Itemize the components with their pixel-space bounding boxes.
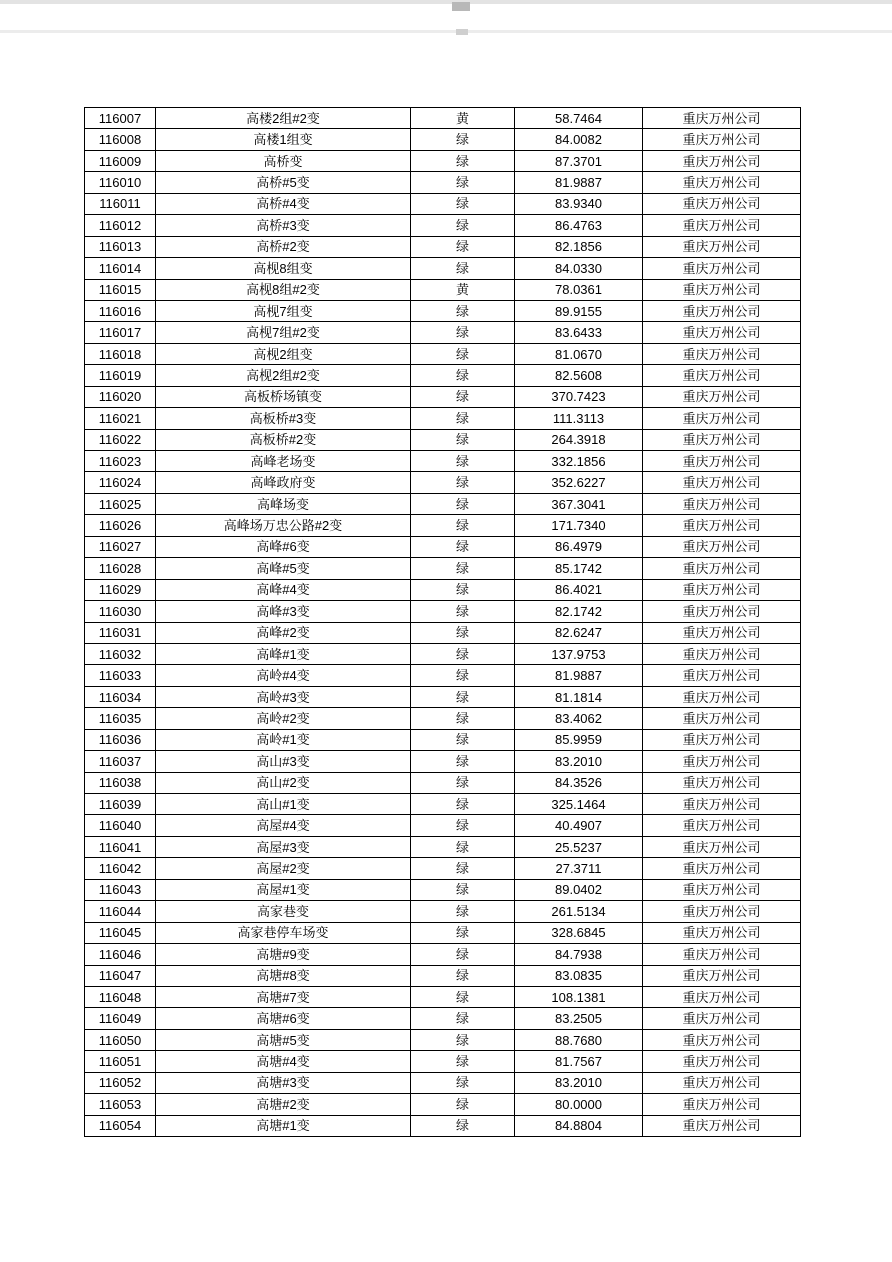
table-row xyxy=(85,686,801,707)
table-row xyxy=(85,472,801,493)
cell-company: 重庆万州公司 xyxy=(643,108,801,129)
cell-company: 重庆万州公司 xyxy=(643,1072,801,1093)
cell-value: 83.6433 xyxy=(515,322,643,343)
cell-status: 黄 xyxy=(411,279,515,300)
cell-id: 116051 xyxy=(85,1051,156,1072)
table-row xyxy=(85,215,801,236)
cell-value: 80.0000 xyxy=(515,1094,643,1115)
cell-name: 高岭#1变 xyxy=(156,729,411,750)
cell-status: 绿 xyxy=(411,258,515,279)
cell-name: 高塘#9变 xyxy=(156,944,411,965)
cell-status: 绿 xyxy=(411,772,515,793)
cell-id: 116021 xyxy=(85,408,156,429)
cell-id: 116007 xyxy=(85,108,156,129)
table-row xyxy=(85,751,801,772)
cell-name: 高板桥场镇变 xyxy=(156,386,411,407)
cell-company: 重庆万州公司 xyxy=(643,729,801,750)
cell-company: 重庆万州公司 xyxy=(643,579,801,600)
cell-name: 高屋#1变 xyxy=(156,879,411,900)
cell-name: 高峰#1变 xyxy=(156,643,411,664)
cell-value: 137.9753 xyxy=(515,643,643,664)
cell-name: 高峰老场变 xyxy=(156,451,411,472)
cell-status: 绿 xyxy=(411,815,515,836)
cell-company: 重庆万州公司 xyxy=(643,1051,801,1072)
cell-status: 绿 xyxy=(411,472,515,493)
cell-status: 绿 xyxy=(411,708,515,729)
cell-name: 高岭#4变 xyxy=(156,665,411,686)
cell-name: 高山#3变 xyxy=(156,751,411,772)
cell-id: 116019 xyxy=(85,365,156,386)
cell-name: 高峰场变 xyxy=(156,493,411,514)
cell-company: 重庆万州公司 xyxy=(643,279,801,300)
table-row xyxy=(85,536,801,557)
cell-id: 116023 xyxy=(85,451,156,472)
table-row xyxy=(85,901,801,922)
cell-value: 25.5237 xyxy=(515,836,643,857)
cell-status: 绿 xyxy=(411,1115,515,1136)
cell-status: 绿 xyxy=(411,858,515,879)
cell-value: 84.0330 xyxy=(515,258,643,279)
cell-value: 81.1814 xyxy=(515,686,643,707)
cell-company: 重庆万州公司 xyxy=(643,922,801,943)
cell-id: 116012 xyxy=(85,215,156,236)
cell-company: 重庆万州公司 xyxy=(643,215,801,236)
table-row xyxy=(85,322,801,343)
cell-company: 重庆万州公司 xyxy=(643,879,801,900)
table-row xyxy=(85,772,801,793)
cell-status: 绿 xyxy=(411,622,515,643)
cell-company: 重庆万州公司 xyxy=(643,622,801,643)
cell-company: 重庆万州公司 xyxy=(643,429,801,450)
cell-id: 116016 xyxy=(85,300,156,321)
cell-status: 绿 xyxy=(411,986,515,1007)
cell-id: 116033 xyxy=(85,665,156,686)
cell-company: 重庆万州公司 xyxy=(643,150,801,171)
cell-name: 高板桥#3变 xyxy=(156,408,411,429)
cell-value: 86.4021 xyxy=(515,579,643,600)
table-row xyxy=(85,236,801,257)
cell-company: 重庆万州公司 xyxy=(643,944,801,965)
table-row xyxy=(85,836,801,857)
cell-name: 高塘#3变 xyxy=(156,1072,411,1093)
cell-name: 高楼1组变 xyxy=(156,129,411,150)
cell-company: 重庆万州公司 xyxy=(643,258,801,279)
cell-name: 高峰#4变 xyxy=(156,579,411,600)
table-row xyxy=(85,1115,801,1136)
cell-name: 高塘#6变 xyxy=(156,1008,411,1029)
table-row xyxy=(85,579,801,600)
cell-status: 绿 xyxy=(411,193,515,214)
cell-status: 绿 xyxy=(411,172,515,193)
cell-value: 328.6845 xyxy=(515,922,643,943)
cell-id: 116022 xyxy=(85,429,156,450)
cell-name: 高塘#1变 xyxy=(156,1115,411,1136)
cell-id: 116041 xyxy=(85,836,156,857)
cell-name: 高塘#4变 xyxy=(156,1051,411,1072)
cell-company: 重庆万州公司 xyxy=(643,901,801,922)
table-row xyxy=(85,1051,801,1072)
cell-name: 高塘#2变 xyxy=(156,1094,411,1115)
page-edge-artifact-second xyxy=(0,30,892,33)
cell-status: 绿 xyxy=(411,386,515,407)
cell-value: 261.5134 xyxy=(515,901,643,922)
table-row xyxy=(85,922,801,943)
cell-status: 绿 xyxy=(411,1094,515,1115)
cell-value: 84.3526 xyxy=(515,772,643,793)
table-row xyxy=(85,601,801,622)
cell-value: 85.9959 xyxy=(515,729,643,750)
table-body xyxy=(85,108,801,1137)
table-row xyxy=(85,343,801,364)
cell-status: 绿 xyxy=(411,601,515,622)
cell-name: 高屋#4变 xyxy=(156,815,411,836)
cell-value: 89.0402 xyxy=(515,879,643,900)
cell-value: 82.1856 xyxy=(515,236,643,257)
cell-name: 高峰#3变 xyxy=(156,601,411,622)
cell-id: 116013 xyxy=(85,236,156,257)
cell-id: 116054 xyxy=(85,1115,156,1136)
cell-name: 高岭#3变 xyxy=(156,686,411,707)
table-row xyxy=(85,1072,801,1093)
cell-name: 高楼2组#2变 xyxy=(156,108,411,129)
cell-value: 108.1381 xyxy=(515,986,643,1007)
table-row xyxy=(85,1029,801,1050)
cell-id: 116050 xyxy=(85,1029,156,1050)
cell-company: 重庆万州公司 xyxy=(643,986,801,1007)
cell-value: 40.4907 xyxy=(515,815,643,836)
cell-id: 116015 xyxy=(85,279,156,300)
cell-company: 重庆万州公司 xyxy=(643,451,801,472)
cell-id: 116027 xyxy=(85,536,156,557)
cell-value: 85.1742 xyxy=(515,558,643,579)
table-row xyxy=(85,300,801,321)
table-row xyxy=(85,515,801,536)
cell-company: 重庆万州公司 xyxy=(643,408,801,429)
cell-status: 绿 xyxy=(411,150,515,171)
table-row xyxy=(85,386,801,407)
cell-company: 重庆万州公司 xyxy=(643,515,801,536)
cell-name: 高家巷变 xyxy=(156,901,411,922)
cell-id: 116009 xyxy=(85,150,156,171)
cell-name: 高峰场万忠公路#2变 xyxy=(156,515,411,536)
cell-value: 83.9340 xyxy=(515,193,643,214)
cell-id: 116018 xyxy=(85,343,156,364)
table-row xyxy=(85,558,801,579)
cell-value: 83.0835 xyxy=(515,965,643,986)
cell-name: 高桥#2变 xyxy=(156,236,411,257)
cell-name: 高山#1变 xyxy=(156,794,411,815)
cell-company: 重庆万州公司 xyxy=(643,665,801,686)
cell-value: 81.9887 xyxy=(515,665,643,686)
cell-company: 重庆万州公司 xyxy=(643,815,801,836)
cell-value: 111.3113 xyxy=(515,408,643,429)
cell-id: 116024 xyxy=(85,472,156,493)
cell-company: 重庆万州公司 xyxy=(643,1008,801,1029)
cell-status: 绿 xyxy=(411,322,515,343)
cell-company: 重庆万州公司 xyxy=(643,558,801,579)
cell-id: 116034 xyxy=(85,686,156,707)
cell-company: 重庆万州公司 xyxy=(643,751,801,772)
cell-name: 高枧7组变 xyxy=(156,300,411,321)
cell-value: 81.9887 xyxy=(515,172,643,193)
table-row xyxy=(85,279,801,300)
cell-name: 高塘#8变 xyxy=(156,965,411,986)
cell-value: 87.3701 xyxy=(515,150,643,171)
cell-value: 86.4763 xyxy=(515,215,643,236)
cell-company: 重庆万州公司 xyxy=(643,643,801,664)
cell-value: 84.8804 xyxy=(515,1115,643,1136)
table-row xyxy=(85,965,801,986)
cell-name: 高枧2组#2变 xyxy=(156,365,411,386)
table-row xyxy=(85,150,801,171)
table-row xyxy=(85,129,801,150)
cell-status: 绿 xyxy=(411,1051,515,1072)
cell-id: 116047 xyxy=(85,965,156,986)
cell-name: 高枧8组变 xyxy=(156,258,411,279)
table-row xyxy=(85,193,801,214)
cell-id: 116011 xyxy=(85,193,156,214)
cell-value: 86.4979 xyxy=(515,536,643,557)
cell-status: 绿 xyxy=(411,665,515,686)
table-row xyxy=(85,858,801,879)
cell-status: 绿 xyxy=(411,365,515,386)
table-row xyxy=(85,729,801,750)
cell-company: 重庆万州公司 xyxy=(643,536,801,557)
cell-name: 高枧7组#2变 xyxy=(156,322,411,343)
cell-id: 116053 xyxy=(85,1094,156,1115)
cell-id: 116020 xyxy=(85,386,156,407)
page-edge-artifact-top xyxy=(0,0,892,4)
cell-company: 重庆万州公司 xyxy=(643,172,801,193)
cell-company: 重庆万州公司 xyxy=(643,343,801,364)
cell-name: 高桥#4变 xyxy=(156,193,411,214)
cell-company: 重庆万州公司 xyxy=(643,493,801,514)
cell-status: 绿 xyxy=(411,643,515,664)
table-row xyxy=(85,1008,801,1029)
cell-name: 高山#2变 xyxy=(156,772,411,793)
cell-status: 绿 xyxy=(411,493,515,514)
cell-value: 88.7680 xyxy=(515,1029,643,1050)
cell-value: 82.1742 xyxy=(515,601,643,622)
cell-company: 重庆万州公司 xyxy=(643,300,801,321)
cell-status: 绿 xyxy=(411,536,515,557)
cell-name: 高峰#5变 xyxy=(156,558,411,579)
cell-value: 332.1856 xyxy=(515,451,643,472)
cell-id: 116045 xyxy=(85,922,156,943)
table-row xyxy=(85,815,801,836)
cell-status: 绿 xyxy=(411,922,515,943)
cell-name: 高岭#2变 xyxy=(156,708,411,729)
cell-status: 绿 xyxy=(411,429,515,450)
cell-status: 绿 xyxy=(411,236,515,257)
cell-status: 绿 xyxy=(411,408,515,429)
cell-status: 绿 xyxy=(411,1029,515,1050)
cell-value: 83.4062 xyxy=(515,708,643,729)
station-load-table xyxy=(84,107,801,1137)
cell-id: 116028 xyxy=(85,558,156,579)
cell-status: 绿 xyxy=(411,751,515,772)
cell-status: 绿 xyxy=(411,215,515,236)
cell-status: 绿 xyxy=(411,965,515,986)
cell-status: 绿 xyxy=(411,901,515,922)
cell-status: 绿 xyxy=(411,129,515,150)
cell-id: 116025 xyxy=(85,493,156,514)
cell-company: 重庆万州公司 xyxy=(643,472,801,493)
cell-id: 116017 xyxy=(85,322,156,343)
cell-id: 116043 xyxy=(85,879,156,900)
cell-name: 高枧8组#2变 xyxy=(156,279,411,300)
cell-id: 116049 xyxy=(85,1008,156,1029)
cell-company: 重庆万州公司 xyxy=(643,1094,801,1115)
cell-status: 绿 xyxy=(411,1008,515,1029)
cell-company: 重庆万州公司 xyxy=(643,772,801,793)
cell-id: 116044 xyxy=(85,901,156,922)
cell-status: 绿 xyxy=(411,343,515,364)
cell-value: 81.0670 xyxy=(515,343,643,364)
cell-value: 81.7567 xyxy=(515,1051,643,1072)
table-row xyxy=(85,108,801,129)
cell-status: 绿 xyxy=(411,451,515,472)
cell-id: 116036 xyxy=(85,729,156,750)
cell-value: 352.6227 xyxy=(515,472,643,493)
cell-company: 重庆万州公司 xyxy=(643,858,801,879)
page-edge-artifact-chip-1 xyxy=(452,2,470,11)
cell-status: 绿 xyxy=(411,729,515,750)
cell-company: 重庆万州公司 xyxy=(643,965,801,986)
table-row xyxy=(85,643,801,664)
cell-name: 高峰政府变 xyxy=(156,472,411,493)
cell-company: 重庆万州公司 xyxy=(643,601,801,622)
cell-company: 重庆万州公司 xyxy=(643,1029,801,1050)
cell-name: 高峰#2变 xyxy=(156,622,411,643)
cell-name: 高峰#6变 xyxy=(156,536,411,557)
cell-id: 116052 xyxy=(85,1072,156,1093)
cell-status: 绿 xyxy=(411,944,515,965)
cell-company: 重庆万州公司 xyxy=(643,236,801,257)
cell-name: 高屋#2变 xyxy=(156,858,411,879)
cell-id: 116008 xyxy=(85,129,156,150)
cell-value: 325.1464 xyxy=(515,794,643,815)
cell-status: 绿 xyxy=(411,300,515,321)
cell-name: 高家巷停车场变 xyxy=(156,922,411,943)
cell-id: 116046 xyxy=(85,944,156,965)
cell-id: 116010 xyxy=(85,172,156,193)
cell-name: 高板桥#2变 xyxy=(156,429,411,450)
table-row xyxy=(85,451,801,472)
cell-company: 重庆万州公司 xyxy=(643,322,801,343)
cell-company: 重庆万州公司 xyxy=(643,365,801,386)
cell-name: 高桥变 xyxy=(156,150,411,171)
table-row xyxy=(85,365,801,386)
cell-id: 116042 xyxy=(85,858,156,879)
cell-value: 82.5608 xyxy=(515,365,643,386)
cell-id: 116037 xyxy=(85,751,156,772)
cell-id: 116014 xyxy=(85,258,156,279)
table-row xyxy=(85,879,801,900)
cell-status: 绿 xyxy=(411,515,515,536)
cell-status: 绿 xyxy=(411,836,515,857)
cell-status: 绿 xyxy=(411,794,515,815)
table-row xyxy=(85,408,801,429)
cell-company: 重庆万州公司 xyxy=(643,1115,801,1136)
cell-value: 89.9155 xyxy=(515,300,643,321)
table-row xyxy=(85,794,801,815)
cell-status: 绿 xyxy=(411,879,515,900)
cell-value: 83.2010 xyxy=(515,751,643,772)
cell-name: 高桥#5变 xyxy=(156,172,411,193)
cell-id: 116026 xyxy=(85,515,156,536)
cell-id: 116038 xyxy=(85,772,156,793)
table-row xyxy=(85,429,801,450)
cell-name: 高塘#5变 xyxy=(156,1029,411,1050)
cell-company: 重庆万州公司 xyxy=(643,193,801,214)
cell-id: 116032 xyxy=(85,643,156,664)
cell-status: 绿 xyxy=(411,579,515,600)
cell-value: 27.3711 xyxy=(515,858,643,879)
cell-value: 84.0082 xyxy=(515,129,643,150)
table-row xyxy=(85,493,801,514)
table-row xyxy=(85,258,801,279)
table-row xyxy=(85,665,801,686)
cell-id: 116031 xyxy=(85,622,156,643)
cell-company: 重庆万州公司 xyxy=(643,386,801,407)
cell-status: 绿 xyxy=(411,558,515,579)
cell-id: 116035 xyxy=(85,708,156,729)
table-row xyxy=(85,622,801,643)
table-row xyxy=(85,1094,801,1115)
cell-value: 82.6247 xyxy=(515,622,643,643)
cell-status: 绿 xyxy=(411,686,515,707)
cell-status: 绿 xyxy=(411,1072,515,1093)
cell-value: 370.7423 xyxy=(515,386,643,407)
cell-value: 78.0361 xyxy=(515,279,643,300)
cell-value: 83.2505 xyxy=(515,1008,643,1029)
cell-company: 重庆万州公司 xyxy=(643,794,801,815)
cell-company: 重庆万州公司 xyxy=(643,129,801,150)
cell-value: 264.3918 xyxy=(515,429,643,450)
cell-value: 58.7464 xyxy=(515,108,643,129)
cell-id: 116040 xyxy=(85,815,156,836)
cell-company: 重庆万州公司 xyxy=(643,686,801,707)
cell-status: 黄 xyxy=(411,108,515,129)
cell-id: 116029 xyxy=(85,579,156,600)
cell-value: 367.3041 xyxy=(515,493,643,514)
cell-name: 高屋#3变 xyxy=(156,836,411,857)
table-row xyxy=(85,172,801,193)
cell-company: 重庆万州公司 xyxy=(643,708,801,729)
cell-company: 重庆万州公司 xyxy=(643,836,801,857)
table-row xyxy=(85,944,801,965)
cell-id: 116048 xyxy=(85,986,156,1007)
table-row xyxy=(85,708,801,729)
cell-value: 84.7938 xyxy=(515,944,643,965)
cell-name: 高枧2组变 xyxy=(156,343,411,364)
cell-id: 116039 xyxy=(85,794,156,815)
cell-name: 高塘#7变 xyxy=(156,986,411,1007)
cell-value: 171.7340 xyxy=(515,515,643,536)
table-row xyxy=(85,986,801,1007)
cell-id: 116030 xyxy=(85,601,156,622)
cell-name: 高桥#3变 xyxy=(156,215,411,236)
page-edge-artifact-chip-2 xyxy=(456,29,468,35)
cell-value: 83.2010 xyxy=(515,1072,643,1093)
